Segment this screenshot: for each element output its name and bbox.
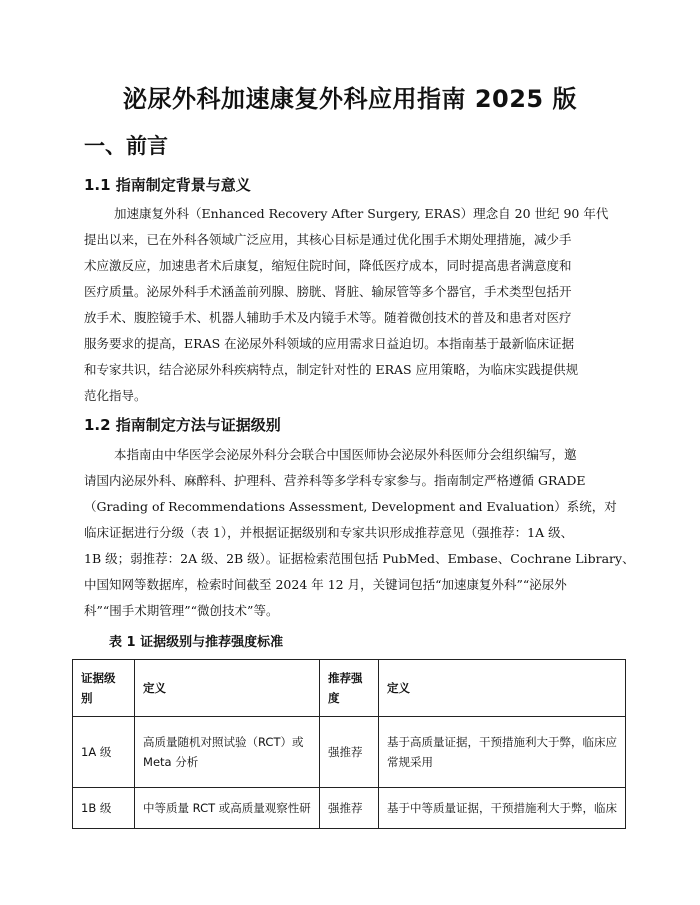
paragraph-line: 加速康复外科（Enhanced Recovery After Surgery, ERAS）理念自 20 世纪 90 年代 [114,206,609,221]
subsection-heading-1-1: 1.1 指南制定背景与意义 [84,176,251,194]
cell-level: 1B 级 [73,788,135,829]
section-heading-preface: 一、前言 [84,134,168,158]
paragraph-line: 临床证据进行分级（表 1），并根据证据级别和专家共识形成推荐意见（强推荐：1A 级、 [84,525,574,540]
cell-definition: 中等质量 RCT 或高质量观察性研 [135,788,320,829]
cell-definition: 高质量随机对照试验（RCT）或 Meta 分析 [135,717,320,788]
table-row [73,788,626,829]
paragraph-line: 放手术、腹腔镜手术、机器人辅助手术及内镜手术等。随着微创技术的普及和患者对医疗 [84,310,572,325]
paragraph-line: （Grading of Recommendations Assessment, Development and Evaluation）系统，对 [84,499,617,514]
paragraph-line: 医疗质量。泌尿外科手术涵盖前列腺、膀胱、肾脏、输尿管等多个器官，手术类型包括开 [84,284,572,299]
paragraph-line: 中国知网等数据库，检索时间截至 2024 年 12 月，关键词包括“加速康复外科”“泌尿外 [84,577,567,592]
paragraph-line: 1B 级；弱推荐：2A 级、2B 级）。证据检索范围包括 PubMed、Embase、Cochrane Library、 [84,551,635,566]
header-definition-2: 定义 [378,660,625,717]
table-caption: 表 1 证据级别与推荐强度标准 [109,635,284,650]
paragraph-line: 和专家共识，结合泌尿外科疾病特点，制定针对性的 ERAS 应用策略，为临床实践提供规 [84,362,579,377]
header-recommendation-strength: 推荐强度 [319,660,378,717]
cell-strength: 强推荐 [319,717,378,788]
paragraph-line: 请国内泌尿外科、麻醉科、护理科、营养科等多学科专家参与。指南制定严格遵循 GRADE [84,473,586,488]
header-evidence-level: 证据级别 [73,660,135,717]
paragraph-line: 提出以来，已在外科各领域广泛应用，其核心目标是通过优化围手术期处理措施，减少手 [84,232,572,247]
cell-definition-2: 基于中等质量证据，干预措施利大于弊，临床 [378,788,625,829]
paragraph-line: 服务要求的提高，ERAS 在泌尿外科领域的应用需求日益迫切。本指南基于最新临床证据 [84,336,575,351]
table-header-row [73,660,626,717]
cell-definition-2: 基于高质量证据，干预措施利大于弊，临床应常规采用 [378,717,625,788]
paragraph-line: 术应激反应，加速患者术后康复，缩短住院时间，降低医疗成本，同时提高患者满意度和 [84,258,572,273]
table-row [73,717,626,788]
paragraph-line: 范化指导。 [84,388,147,403]
paragraph-line: 本指南由中华医学会泌尿外科分会联合中国医师协会泌尿外科医师分会组织编写，邀 [114,447,577,462]
evidence-grade-table [72,659,626,829]
document-title: 泌尿外科加速康复外科应用指南 2025 版 [122,85,577,113]
cell-level: 1A 级 [73,717,135,788]
cell-strength: 强推荐 [319,788,378,829]
paragraph-line: 科”“围手术期管理”“微创技术”等。 [84,603,279,618]
subsection-heading-1-2: 1.2 指南制定方法与证据级别 [84,416,281,434]
header-definition: 定义 [135,660,320,717]
